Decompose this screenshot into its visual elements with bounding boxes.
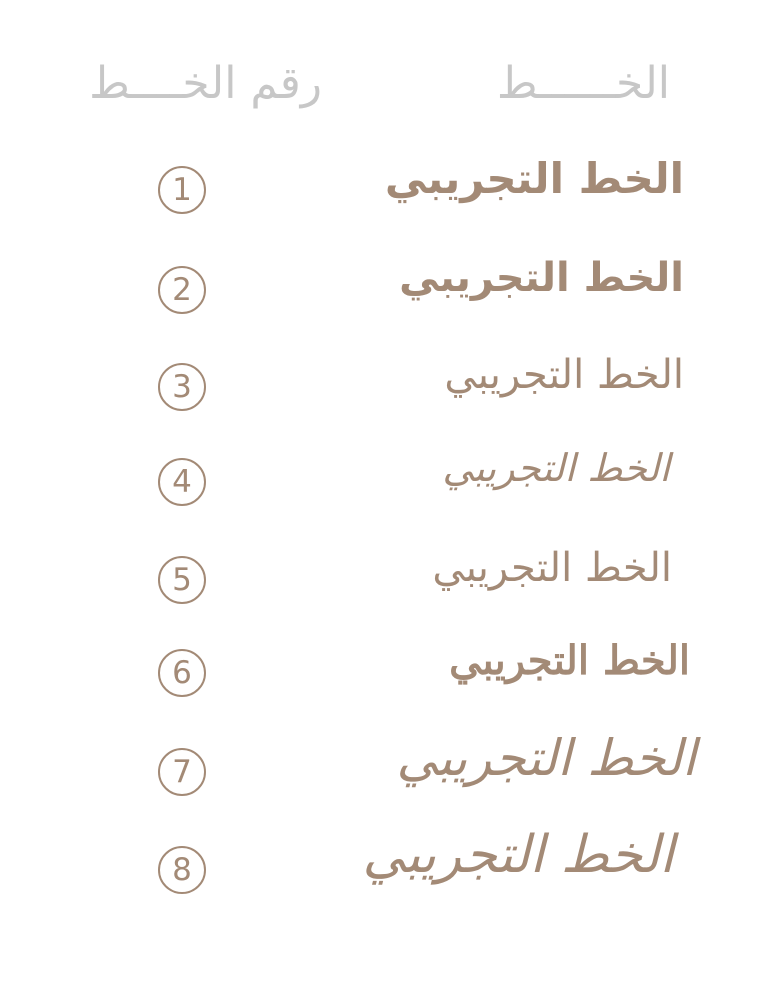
font-sample: الخط التجريبي xyxy=(384,154,684,203)
font-sample: الخط التجريبي xyxy=(449,637,690,684)
font-sample: الخط التجريبي xyxy=(444,352,684,398)
font-number-badge: 7 xyxy=(158,748,206,796)
font-row-8 xyxy=(0,825,774,936)
font-number-column-header: رقم الخــــط xyxy=(89,58,322,109)
font-number-badge: 8 xyxy=(158,846,206,894)
font-number-badge: 2 xyxy=(158,266,206,314)
font-sample: الخط التجريبي xyxy=(362,825,674,885)
font-column-header: الخــــــط xyxy=(496,58,670,109)
font-number-badge: 6 xyxy=(158,649,206,697)
font-number-badge: 1 xyxy=(158,166,206,214)
font-row-4 xyxy=(0,446,774,548)
font-row-5 xyxy=(0,545,774,646)
font-row-6 xyxy=(0,637,774,739)
font-number-badge: 4 xyxy=(158,458,206,506)
font-row-1 xyxy=(0,154,774,256)
font-row-2 xyxy=(0,255,774,356)
font-row-3 xyxy=(0,352,774,453)
font-number-badge: 3 xyxy=(158,363,206,411)
font-sample: الخط التجريبي xyxy=(432,545,672,591)
font-sample: الخط التجريبي xyxy=(442,446,670,490)
font-number-badge: 5 xyxy=(158,556,206,604)
font-sample: الخط التجريبي xyxy=(396,729,696,787)
font-sample: الخط التجريبي xyxy=(399,255,684,301)
